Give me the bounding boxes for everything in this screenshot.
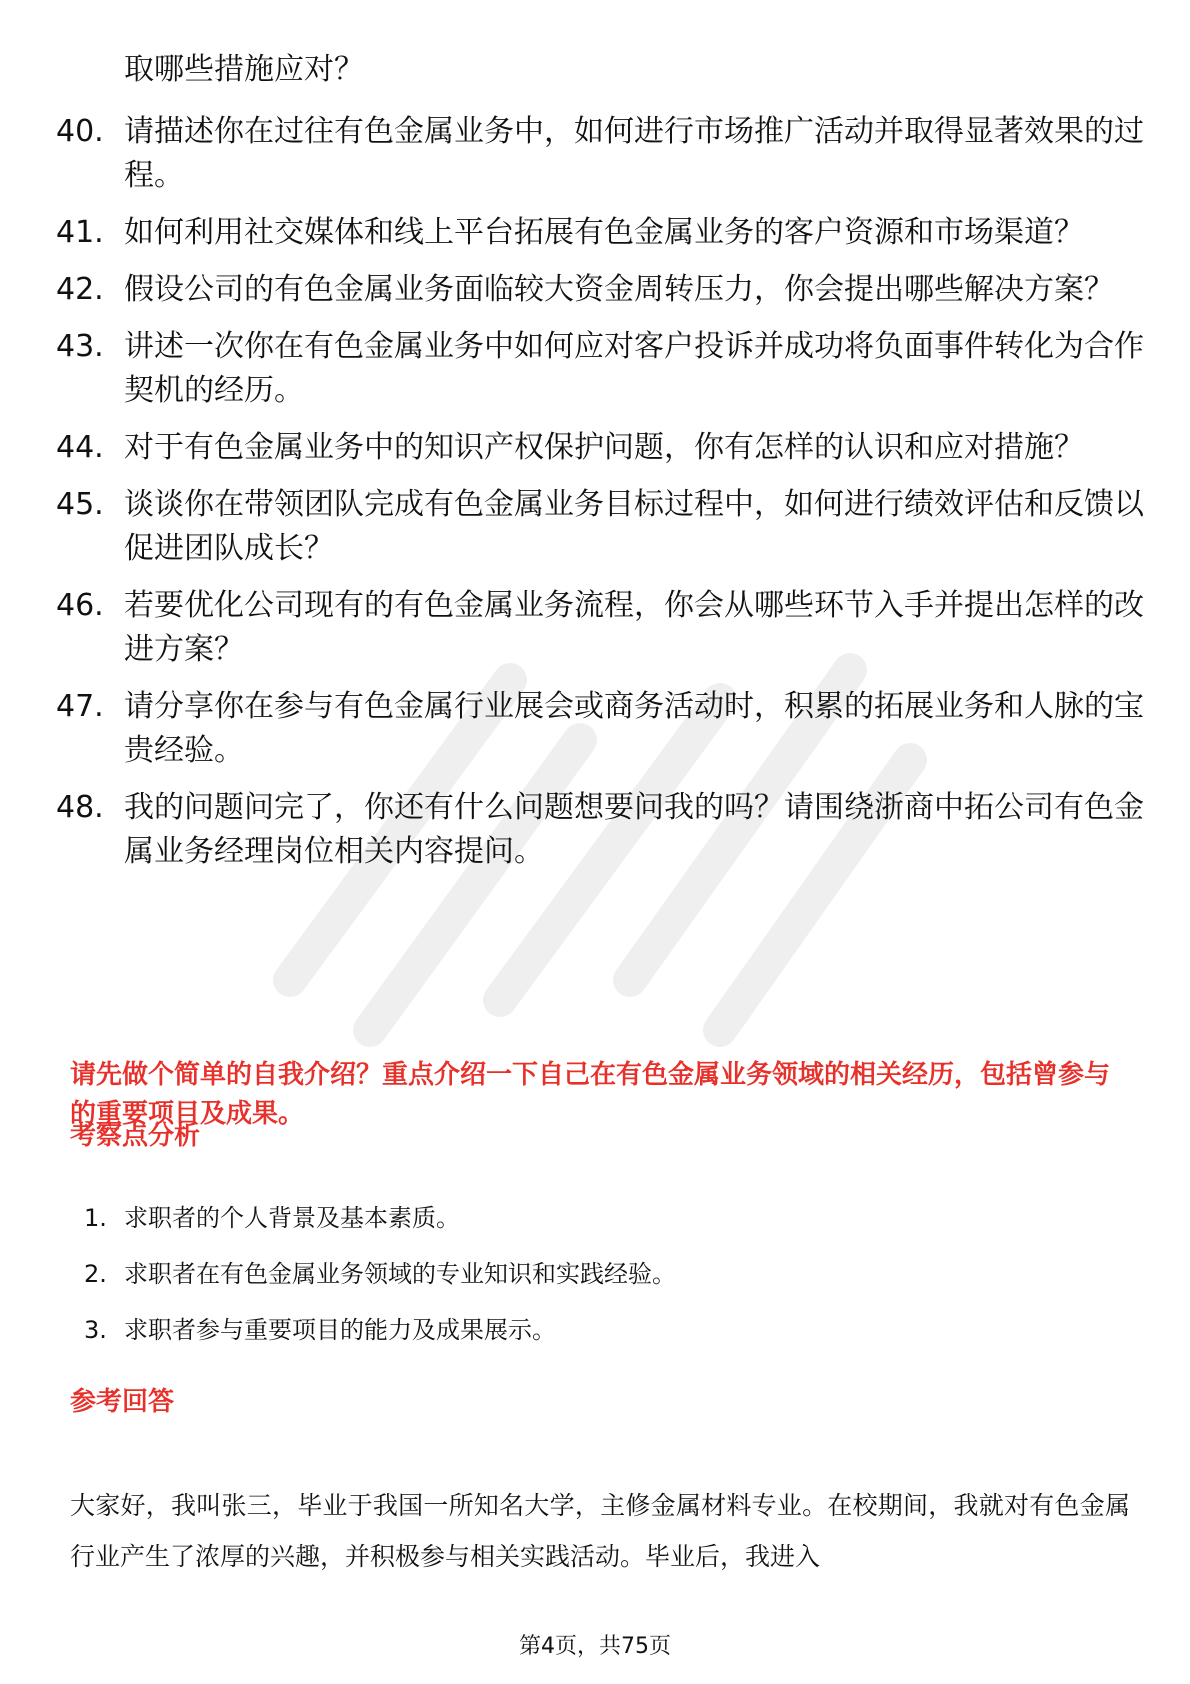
question-item: [56, 211, 1158, 255]
page-number: 第4页，共75页: [519, 1634, 671, 1659]
point-number: 3.: [84, 1316, 107, 1344]
point-number: 1.: [84, 1204, 107, 1232]
question-text: 讲述一次你在有色金属业务中如何应对客户投诉并成功将负面事件转化为合作契机的经历。: [124, 329, 1144, 408]
question-item: [56, 325, 1158, 413]
question-item: [56, 584, 1158, 672]
point-text: 求职者参与重要项目的能力及成果展示。: [124, 1316, 556, 1344]
analysis-point-list: [84, 1200, 1084, 1368]
analysis-point: [84, 1256, 1084, 1312]
analysis-heading: 考察点分析: [70, 1121, 201, 1151]
point-text: 求职者在有色金属业务领域的专业知识和实践经验。: [124, 1260, 676, 1288]
question-number: 48.: [56, 790, 104, 825]
question-text: 请分享你在参与有色金属行业展会或商务活动时，积累的拓展业务和人脉的宝贵经验。: [124, 689, 1144, 768]
point-text: 求职者的个人背景及基本素质。: [124, 1204, 460, 1232]
question-number: 47.: [56, 689, 104, 724]
question-item: [56, 685, 1158, 773]
highlighted-question: 请先做个简单的自我介绍？重点介绍一下自己在有色金属业务领域的相关经历，包括曾参与的重要项目及成果。: [70, 1060, 1111, 1129]
question-number: 40.: [56, 114, 104, 149]
question-number: 42.: [56, 272, 104, 307]
point-number: 2.: [84, 1260, 107, 1288]
question-number: 44.: [56, 430, 104, 465]
analysis-point: [84, 1200, 1084, 1256]
question-text: 若要优化公司现有的有色金属业务流程，你会从哪些环节入手并提出怎样的改进方案？: [124, 588, 1144, 667]
question-number: 41.: [56, 215, 104, 250]
question-text: 请描述你在过往有色金属业务中，如何进行市场推广活动并取得显著效果的过程。: [124, 114, 1144, 193]
question-item: [56, 483, 1158, 571]
question-text: 如何利用社交媒体和线上平台拓展有色金属业务的客户资源和市场渠道？: [124, 215, 1084, 250]
question-item: [56, 426, 1158, 470]
question-text: 我的问题问完了，你还有什么问题想要问我的吗？请围绕浙商中拓公司有色金属业务经理岗位相关内容提问。: [124, 790, 1144, 869]
question-number: 45.: [56, 487, 104, 522]
question-text: 谈谈你在带领团队完成有色金属业务目标过程中，如何进行绩效评估和反馈以促进团队成长？: [124, 487, 1144, 566]
question-text: 对于有色金属业务中的知识产权保护问题，你有怎样的认识和应对措施？: [124, 430, 1084, 465]
reference-answer-heading: 参考回答: [70, 1387, 175, 1417]
question-item: [56, 268, 1158, 312]
question-continuation: 取哪些措施应对？: [124, 52, 364, 87]
reference-answer-text: 大家好，我叫张三，毕业于我国一所知名大学，主修金属材料专业。在校期间，我就对有色金属行业产生了浓厚的兴趣，并积极参与相关实践活动。毕业后，我进入: [70, 1491, 1130, 1571]
question-list: [56, 110, 1144, 887]
question-text: 假设公司的有色金属业务面临较大资金周转压力，你会提出哪些解决方案？: [124, 272, 1114, 307]
question-item: [56, 110, 1158, 198]
question-number: 46.: [56, 588, 104, 623]
question-number: 43.: [56, 329, 104, 364]
question-item: [56, 786, 1158, 874]
analysis-point: [84, 1312, 1084, 1368]
